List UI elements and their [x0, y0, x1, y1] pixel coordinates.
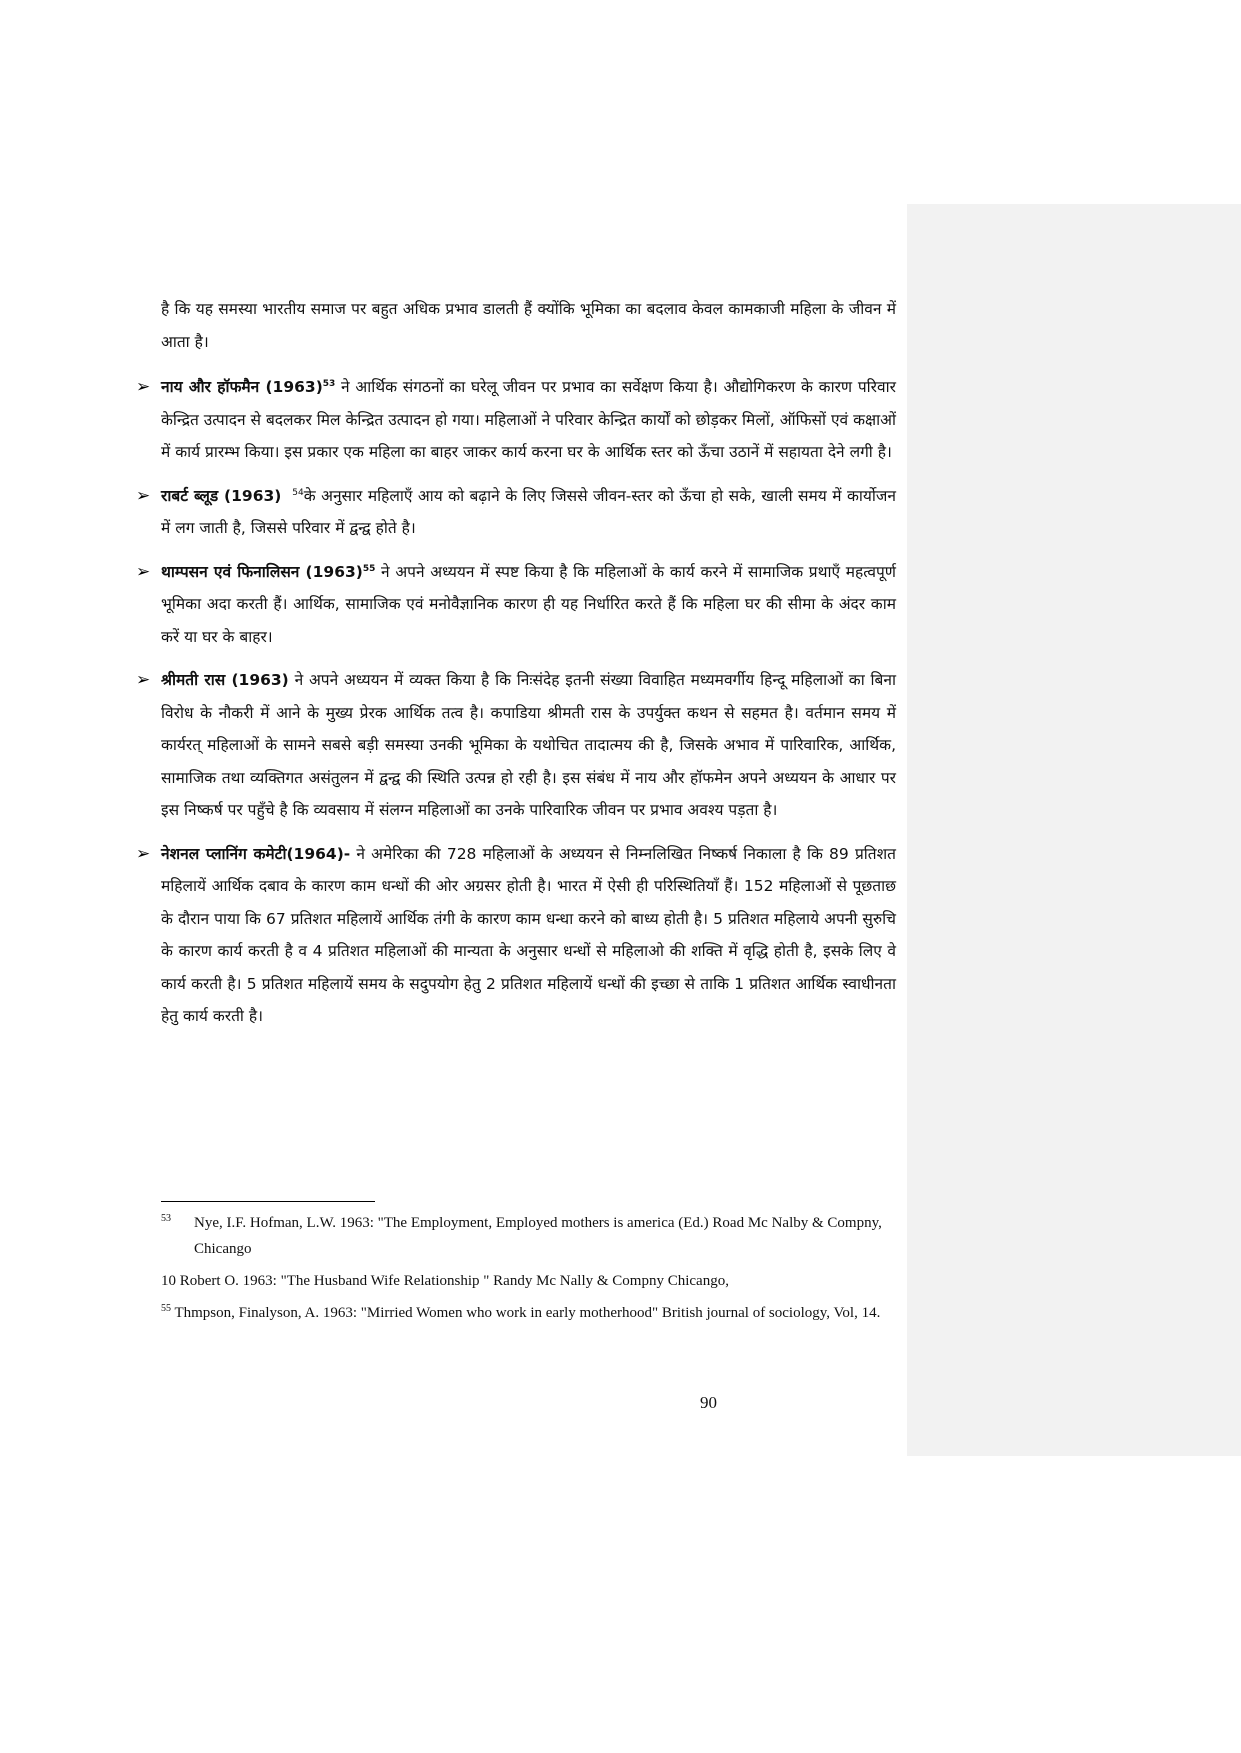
- arrow-bullet-icon: ➢: [136, 670, 151, 690]
- footnote-54: [161, 1268, 896, 1294]
- page-number: 90: [700, 1393, 717, 1412]
- bullet-item-robert-blood: [136, 480, 896, 545]
- bullet-text: के अनुसार महिलाएँ आय को बढ़ाने के लिए जिससे जीवन-स्तर को ऊँचा हो सके, खाली समय में कार्योजन में लग जाती है, जिससे परिवार में द्वन्द्व होते है।: [161, 486, 896, 537]
- footnote-separator: [161, 1201, 375, 1202]
- bullet-title: नाय और हॉफमैन (1963): [161, 378, 323, 396]
- bullet-text: ने अपने अध्ययन में व्यक्त किया है कि निःसंदेह इतनी संख्या विवाहित मध्यमवर्गीय हिन्दू महिलाओं का बिना विरोध के नौकरी में आने के मुख्य प्रेरक आर्थिक तत्व है। कपाडिया श्रीमती रास के उपर्युक्त कथन से सहमत है। वर्तमान समय में कार्यरत् महिलाओं के सामने सबसे बड़ी समस्या उनकी भूमिका के यथोचित तादात्मय की है, जिसके अभाव में पारिवारिक, आर्थिक, सामाजिक तथा व्यक्तिगत असंतुलन में द्वन्द्व की स्थिति उत्पन्न हो रही है। इस संबंध में नाय और हॉफमेन अपने अध्ययन के आधार पर इस निष्कर्ष पर पहुँचे है कि व्यवसाय में संलग्न महिलाओं का उनके पारिवारिक जीवन पर प्रभाव अवश्य पड़ता है।: [161, 671, 896, 819]
- bullet-item-nye-hoffman: [136, 371, 896, 469]
- bullet-title: नेशनल प्लानिंग कमेटी(1964)-: [161, 844, 351, 863]
- bullet-list: [136, 371, 896, 1044]
- bullet-item-mrs-ross: [136, 664, 896, 827]
- footnote-text: Nye, I.F. Hofman, L.W. 1963: "The Employment, Employed mothers is america (Ed.) Road Mc Nalby & Compny, Chicango: [194, 1215, 882, 1257]
- comment-margin-pane: [907, 204, 1241, 1456]
- footnote-text: Thmpson, Finalyson, A. 1963: "Mirried Women who work in early motherhood" British journal of sociology, Vol, 14.: [171, 1305, 881, 1321]
- bullet-item-national-planning-committee: [136, 838, 896, 1033]
- footnote-ref: 53: [322, 378, 336, 389]
- footnote-53: [161, 1210, 896, 1262]
- footnote-text: Robert O. 1963: "The Husband Wife Relationship " Randy Mc Nally & Compny Chicango,: [176, 1273, 729, 1289]
- footnote-number: 10: [161, 1273, 176, 1289]
- bullet-text: ने अमेरिका की 728 महिलाओं के अध्ययन से निम्नलिखित निष्कर्ष निकाला है कि 89 प्रतिशत महिलायें आर्थिक दबाव के कारण काम धन्धों की ओर अग्रसर होती है। भारत में ऐसी ही परिस्थितियाँ हैं। 152 महिलाओं से पूछताछ के दौरान पाया कि 67 प्रतिशत महिलायें आर्थिक तंगी के कारण काम धन्धा करने को बाध्य होती है। 5 प्रतिशत महिलाये अपनी सुरुचि के कारण कार्य करती है व 4 प्रतिशत महिलाओं की मान्यता के अनुसार धन्धों से महिलाओ की शक्ति में वृद्धि होती है, इसके लिए वे कार्य करती है। 5 प्रतिशत महिलायें समय के सदुपयोग हेतु 2 प्रतिशत महिलायें धन्धों की इच्छा से ताकि 1 प्रतिशत आर्थिक स्वाधीनता हेतु कार्य करती है।: [161, 844, 896, 1025]
- bullet-text: ने आर्थिक संगठनों का घरेलू जीवन पर प्रभाव का सर्वेक्षण किया है। औद्योगिकरण के कारण परिवार केन्द्रित उत्पादन से बदलकर मिल केन्द्रित उत्पादन हो गया। महिलाओं ने परिवार केन्द्रित कार्यों को छोड़कर मिलों, ऑफिसों एवं कक्षाओं में कार्य प्रारम्भ किया। इस प्रकार एक महिला का बाहर जाकर कार्य करना घर के आर्थिक स्तर को ऊँचा उठानें में सहायता देने लगी है।: [161, 378, 896, 461]
- footnotes: [161, 1210, 896, 1332]
- footnote-number: 53: [161, 1213, 171, 1224]
- arrow-bullet-icon: ➢: [136, 377, 151, 397]
- bullet-item-thompson-finlayson: [136, 556, 896, 654]
- bullet-title: श्रीमती रास (1963): [161, 671, 289, 689]
- bullet-title: राबर्ट ब्लूड (1963): [161, 486, 282, 505]
- footnote-55: [161, 1300, 896, 1326]
- arrow-bullet-icon: ➢: [136, 561, 151, 582]
- footnote-ref: 54: [292, 487, 304, 498]
- footnote-ref: 55: [362, 563, 376, 574]
- arrow-bullet-icon: ➢: [136, 843, 151, 864]
- intro-paragraph: है कि यह समस्या भारतीय समाज पर बहुत अधिक प्रभाव डालती हैं क्योंकि भूमिका का बदलाव केवल कामकाजी महिला के जीवन में आता है।: [161, 300, 896, 351]
- arrow-bullet-icon: ➢: [136, 485, 151, 506]
- bullet-text: ने अपने अध्ययन में स्पष्ट किया है कि महिलाओं के कार्य करने में सामाजिक प्रथाएँ महत्वपूर्ण भूमिका अदा करती हैं। आर्थिक, सामाजिक एवं मनोवैज्ञानिक कारण ही यह निर्धारित करते हैं कि महिला घर की सीमा के अंदर काम करें या घर के बाहर।: [161, 562, 896, 646]
- bullet-title: थाम्पसन एवं फिनालिसन (1963): [161, 562, 363, 581]
- footnote-number: 55: [161, 1303, 171, 1314]
